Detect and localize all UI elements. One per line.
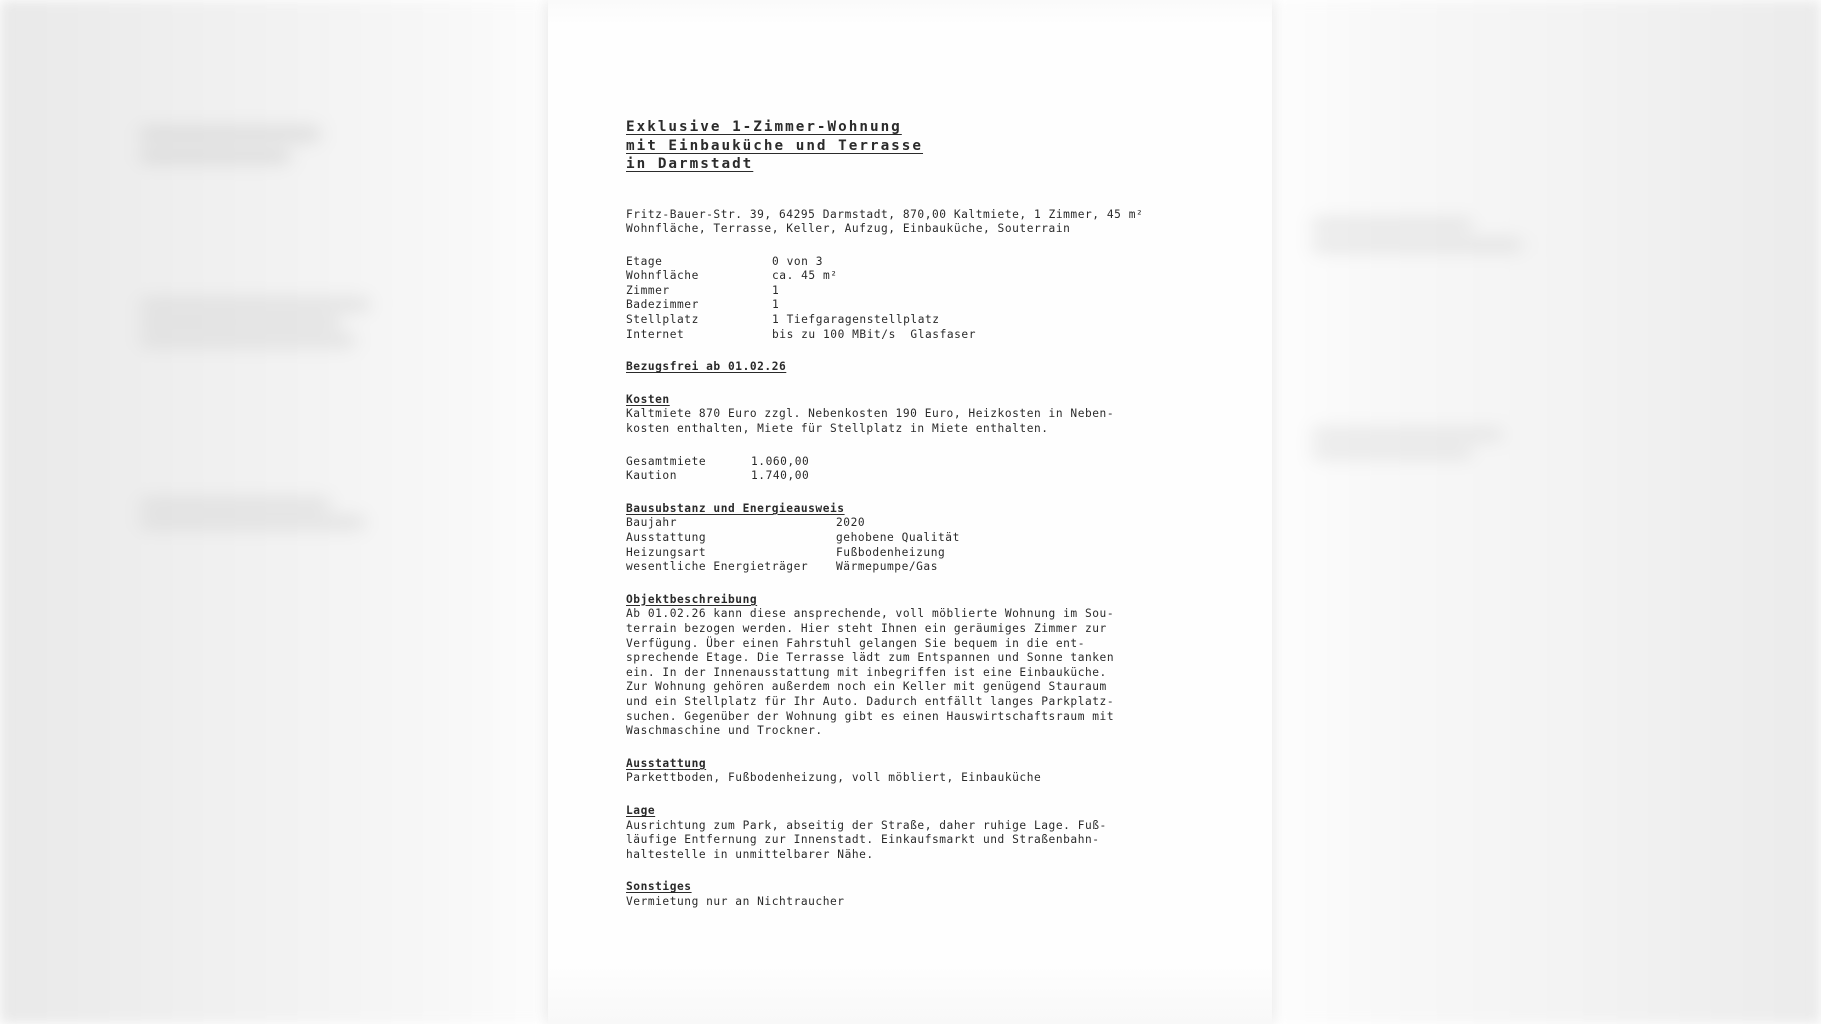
- costs-heading: Kosten: [626, 392, 670, 406]
- building-table: [626, 516, 960, 574]
- building-label: Ausstattung: [626, 531, 707, 544]
- table-row: [626, 284, 976, 299]
- title-line-2: mit Einbauküche und Terrasse: [626, 137, 924, 154]
- cost-label: Kaution: [626, 469, 677, 483]
- costs-text-line-2: kosten enthalten, Miete für Stellplatz in Miete enthalten.: [626, 422, 1049, 436]
- cost-label: Gesamtmiete: [626, 454, 707, 468]
- costs-table: [626, 455, 809, 484]
- document-body: [626, 118, 1266, 909]
- table-row: [626, 516, 960, 531]
- title-line-3: in Darmstadt: [626, 156, 754, 172]
- description-line-4: sprechende Etage. Die Terrasse lädt zum Entspannen und Sonne tanken: [626, 651, 1115, 665]
- table-row: [626, 298, 976, 313]
- description-line-6: Zur Wohnung gehören außerdem noch ein Keller mit genügend Stauraum: [626, 680, 1107, 694]
- description-line-7: und ein Stellplatz für Ihr Auto. Dadurch entfällt langes Parkplatz-: [626, 694, 1115, 708]
- location-line-3: haltestelle in unmittelbarer Nähe.: [626, 847, 874, 861]
- misc-heading: Sonstiges: [626, 880, 692, 894]
- fact-label: Etage: [626, 254, 663, 268]
- description-line-9: Waschmaschine und Trockner.: [626, 724, 823, 738]
- fact-value: 1: [772, 283, 780, 297]
- fact-label: Badezimmer: [626, 298, 699, 312]
- description-line-5: ein. In der Innenausstattung mit inbegriffen ist eine Einbauküche.: [626, 665, 1107, 679]
- fact-label: Wohnfläche: [626, 269, 699, 283]
- fact-value: 1: [772, 298, 780, 312]
- building-heading: Bausubstanz und Energieausweis: [626, 501, 845, 515]
- building-value: 2020: [836, 516, 866, 530]
- table-row: [626, 328, 976, 343]
- fact-label: Zimmer: [626, 283, 670, 297]
- equipment-line-1: Parkettboden, Fußbodenheizung, voll möbliert, Einbauküche: [626, 771, 1042, 785]
- fact-value: 1 Tiefgaragenstellplatz: [772, 313, 940, 327]
- table-row: [626, 313, 976, 328]
- fact-label: Internet: [626, 327, 685, 341]
- location-line-2: läufige Entfernung zur Innenstadt. Einkaufsmarkt und Straßenbahn-: [626, 833, 1100, 847]
- cost-value: 1.740,00: [751, 469, 810, 483]
- fact-value: ca. 45 m²: [772, 269, 838, 283]
- location-heading: Lage: [626, 803, 656, 817]
- fact-value: 0 von 3: [772, 254, 823, 268]
- document-page: [548, 0, 1272, 1024]
- equipment-heading: Ausstattung: [626, 756, 707, 770]
- adjacent-page-right-blurred: [1272, 0, 1821, 1024]
- availability-heading: Bezugsfrei ab 01.02.26: [626, 360, 787, 374]
- adjacent-page-left-blurred: [0, 0, 548, 1024]
- costs-text-line-1: Kaltmiete 870 Euro zzgl. Nebenkosten 190 Euro, Heizkosten in Neben-: [626, 407, 1115, 421]
- table-row: [626, 269, 976, 284]
- page-bottom-fade: [548, 964, 1272, 1024]
- cost-value: 1.060,00: [751, 454, 810, 468]
- description-line-2: terrain bezogen werden. Hier steht Ihnen ein geräumiges Zimmer zur: [626, 621, 1107, 635]
- page-top-fade: [548, 0, 1272, 26]
- location-line-1: Ausrichtung zum Park, abseitig der Straße, daher ruhige Lage. Fuß-: [626, 818, 1107, 832]
- description-line-1: Ab 01.02.26 kann diese ansprechende, voll möblierte Wohnung im Sou-: [626, 607, 1115, 621]
- table-row: [626, 255, 976, 270]
- title-line-1: Exklusive 1-Zimmer-Wohnung: [626, 119, 902, 135]
- fact-value: bis zu 100 MBit/s Glasfaser: [772, 327, 976, 341]
- summary-line-2: Wohnfläche, Terrasse, Keller, Aufzug, Einbauküche, Souterrain: [626, 222, 1071, 236]
- key-facts-table: [626, 255, 976, 343]
- description-line-8: suchen. Gegenüber der Wohnung gibt es einen Hauswirtschaftsraum mit: [626, 709, 1115, 723]
- building-value: gehobene Qualität: [836, 531, 960, 544]
- description-heading: Objektbeschreibung: [626, 592, 758, 606]
- table-row: [626, 531, 960, 546]
- building-value: Fußbodenheizung: [836, 545, 946, 559]
- table-row: [626, 469, 809, 484]
- building-label: wesentliche Energieträger: [626, 560, 809, 574]
- table-row: [626, 560, 960, 575]
- fact-label: Stellplatz: [626, 313, 699, 327]
- table-row: [626, 455, 809, 470]
- summary-line-1: Fritz-Bauer-Str. 39, 64295 Darmstadt, 870,00 Kaltmiete, 1 Zimmer, 45 m²: [626, 207, 1144, 221]
- building-label: Heizungsart: [626, 545, 707, 559]
- misc-line-1: Vermietung nur an Nichtraucher: [626, 894, 845, 908]
- building-label: Baujahr: [626, 516, 677, 530]
- building-value: Wärmepumpe/Gas: [836, 560, 938, 574]
- description-line-3: Verfügung. Über einen Fahrstuhl gelangen Sie bequem in die ent-: [626, 636, 1085, 650]
- document-title: [626, 118, 1266, 174]
- table-row: [626, 546, 960, 561]
